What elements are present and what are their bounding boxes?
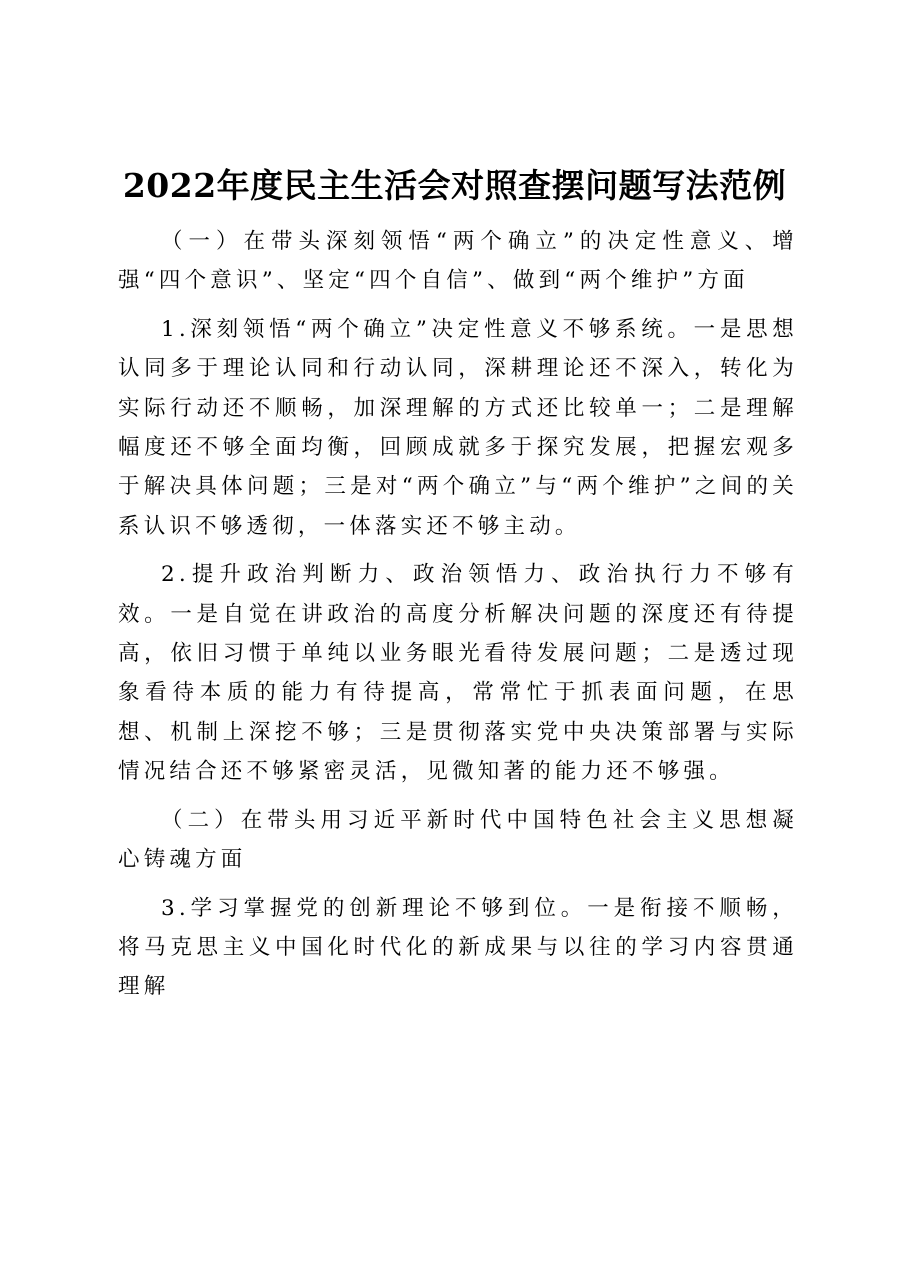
- document-body: [118, 222, 798, 1007]
- document-title: 2022年度民主生活会对照查摆问题写法范例: [122, 166, 787, 205]
- section-heading-1: （一）在带头深刻领悟“两个确立”的决定性意义、增强“四个意识”、坚定“四个自信”、做到“两个维护”方面: [118, 229, 798, 294]
- body-paragraph-1: 1.深刻领悟“两个确立”决定性意义不够系统。一是思想认同多于理论认同和行动认同，深耕理论还不深入，转化为实际行动还不顺畅，加深理解的方式还比较单一；二是理解幅度还不够全面均衡，回顾成就多于探究发展，把握宏观多于解决具体问题；三是对“两个确立”与“两个维护”之间的关系认识不够透彻，一体落实还不够主动。: [118, 316, 798, 539]
- body-paragraph-3: 3.学习掌握党的创新理论不够到位。一是衔接不顺畅，将马克思主义中国化时代化的新成果与以往的学习内容贯通理解: [118, 895, 798, 1000]
- body-paragraph-2: 2.提升政治判断力、政治领悟力、政治执行力不够有效。一是自觉在讲政治的高度分析解决问题的深度还有待提高，依旧习惯于单纯以业务眼光看待发展问题；二是透过现象看待本质的能力有待提高，常常忙于抓表面问题，在思想、机制上深挖不够；三是贯彻落实党中央决策部署与实际情况结合还不够紧密灵活，见微知著的能力还不够强。: [118, 562, 798, 785]
- section-heading-2: （二）在带头用习近平新时代中国特色社会主义思想凝心铸魂方面: [118, 807, 798, 873]
